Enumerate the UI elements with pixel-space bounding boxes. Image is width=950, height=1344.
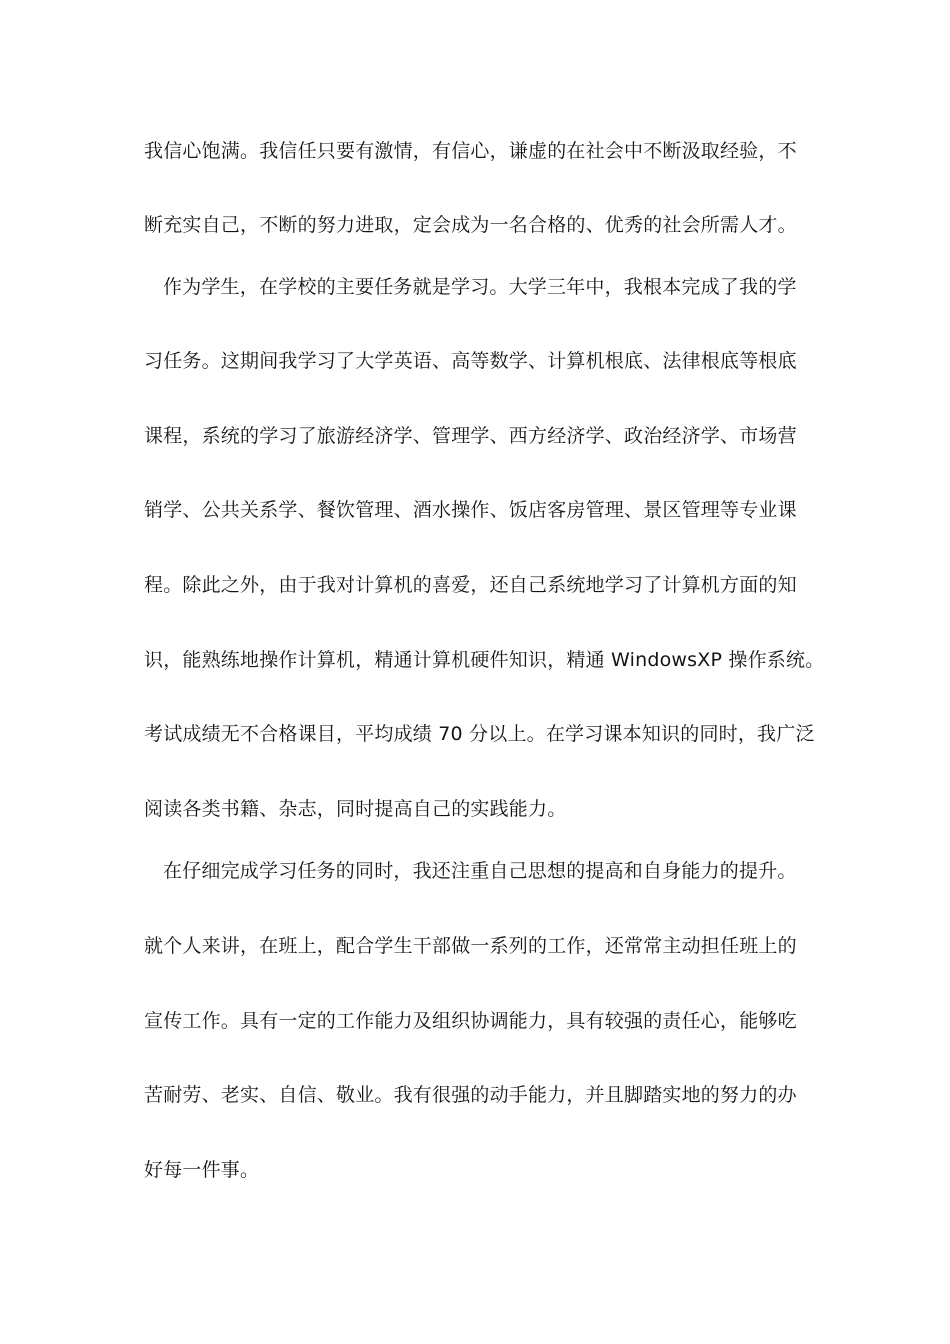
paragraph-line: 销学、公共关系学、餐饮管理、酒水操作、饭店客房管理、景区管理等专业课 (144, 499, 797, 521)
paragraph-line: 在仔细完成学习任务的同时，我还注重自己思想的提高和自身能力的提升。 (163, 860, 797, 882)
paragraph-line: 宣传工作。具有一定的工作能力及组织协调能力，具有较强的责任心，能够吃 (144, 1010, 797, 1032)
paragraph-line: 断充实自己，不断的努力进取，定会成为一名合格的、优秀的社会所需人才。 (144, 214, 797, 236)
paragraph-line: 好每一件事。 (144, 1159, 260, 1181)
paragraph-line: 苦耐劳、老实、自信、敬业。我有很强的动手能力，并且脚踏实地的努力的办 (144, 1084, 797, 1106)
paragraph-line: 习任务。这期间我学习了大学英语、高等数学、计算机根底、法律根底等根底 (144, 350, 797, 372)
paragraph-line: 作为学生，在学校的主要任务就是学习。大学三年中，我根本完成了我的学 (163, 276, 797, 298)
paragraph-line: 我信心饱满。我信任只要有激情，有信心，谦虚的在社会中不断汲取经验，不 (144, 140, 797, 162)
paragraph-line: 程。除此之外，由于我对计算机的喜爱，还自己系统地学习了计算机方面的知 (144, 574, 797, 596)
paragraph-line: 识，能熟练地操作计算机，精通计算机硬件知识，精通 WindowsXP 操作系统。 (144, 649, 825, 671)
paragraph-line: 阅读各类书籍、杂志，同时提高自己的实践能力。 (144, 798, 567, 820)
paragraph-line: 就个人来讲，在班上，配合学生干部做一系列的工作，还常常主动担任班上的 (144, 935, 797, 957)
paragraph-line: 考试成绩无不合格课目，平均成绩 70 分以上。在学习课本知识的同时，我广泛 (144, 723, 815, 745)
paragraph-line: 课程，系统的学习了旅游经济学、管理学、西方经济学、政治经济学、市场营 (144, 425, 797, 447)
